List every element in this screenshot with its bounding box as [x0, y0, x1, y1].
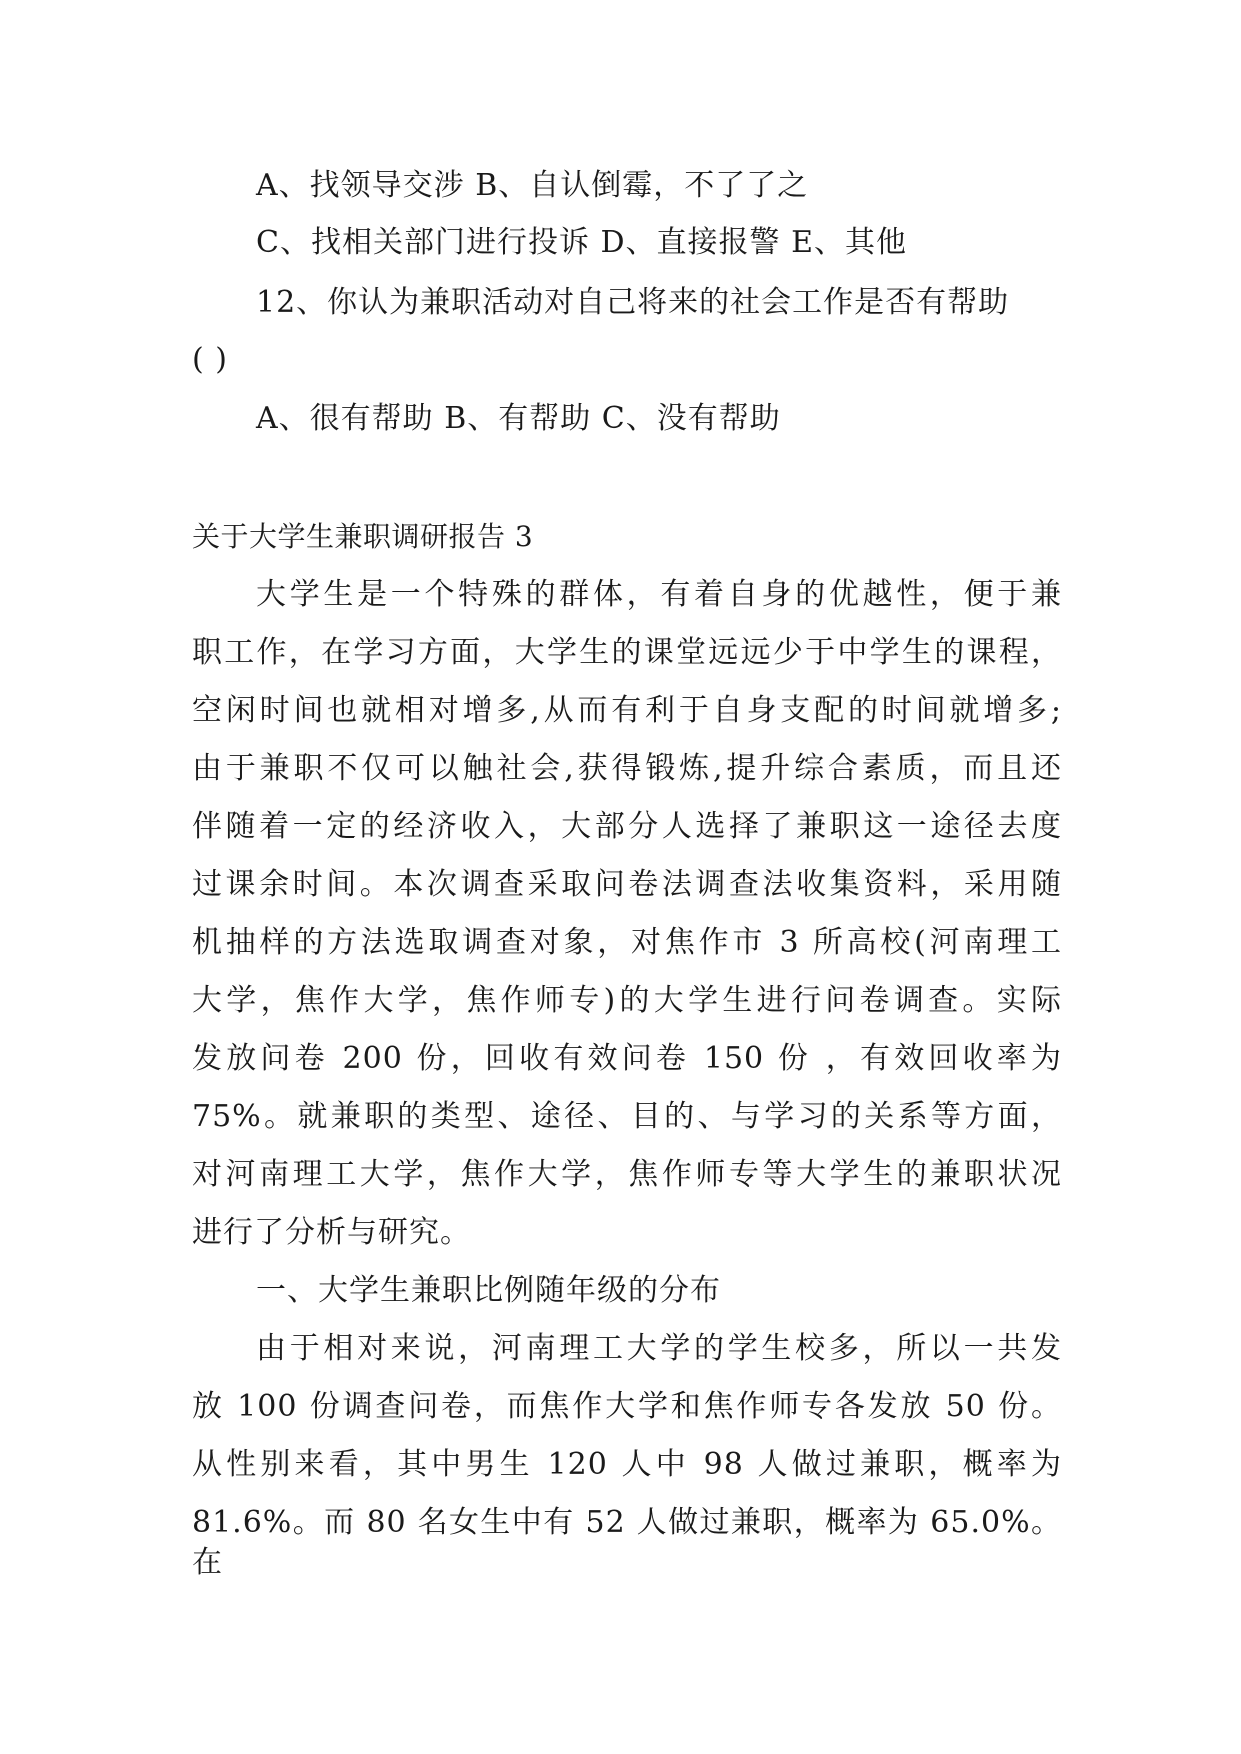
paragraph2-line: 从性别来看，其中男生 120 人中 98 人做过兼职，概率为 — [192, 1447, 1062, 1482]
paragraph2-line: 81.6%。而 80 名女生中有 52 人做过兼职，概率为 65.0%。在 — [192, 1505, 1062, 1580]
paragraph1-line: 发放问卷 200 份，回收有效问卷 150 份 ，有效回收率为 — [192, 1041, 1062, 1076]
q11-options-line2: C、找相关部门进行投诉 D、直接报警 E、其他 — [256, 225, 907, 260]
paragraph1-line: 伴随着一定的经济收入，大部分人选择了兼职这一途径去度 — [192, 809, 1062, 844]
paragraph1-line: 过课余时间。本次调查采取问卷法调查法收集资料，采用随 — [192, 867, 1062, 902]
q12-options: A、很有帮助 B、有帮助 C、没有帮助 — [256, 401, 781, 436]
paragraph1-line: 75%。就兼职的类型、途径、目的、与学习的关系等方面， — [192, 1099, 1062, 1134]
section-title: 关于大学生兼职调研报告 3 — [192, 520, 534, 553]
paragraph1-line: 大学生是一个特殊的群体，有着自身的优越性，便于兼 — [256, 577, 1062, 612]
q12-question-line1: 12、你认为兼职活动对自己将来的社会工作是否有帮助 — [256, 285, 1010, 320]
paragraph1-line: 对河南理工大学，焦作大学，焦作师专等大学生的兼职状况 — [192, 1157, 1062, 1192]
paragraph1-line: 空闲时间也就相对增多,从而有利于自身支配的时间就增多; — [192, 693, 1062, 728]
paragraph1-line: 由于兼职不仅可以触社会,获得锻炼,提升综合素质，而且还 — [192, 751, 1062, 786]
paragraph1-line: 职工作，在学习方面，大学生的课堂远远少于中学生的课程， — [192, 635, 1062, 670]
paragraph2-line: 放 100 份调查问卷，而焦作大学和焦作师专各发放 50 份。 — [192, 1389, 1062, 1424]
paragraph1-line: 机抽样的方法选取调查对象，对焦作市 3 所高校(河南理工 — [192, 925, 1062, 960]
q12-question-line2: ( ) — [192, 342, 228, 377]
paragraph2-line: 由于相对来说，河南理工大学的学生校多，所以一共发 — [256, 1331, 1062, 1366]
q11-options-line1: A、找领导交涉 B、自认倒霉，不了了之 — [256, 168, 809, 203]
paragraph1-line: 大学，焦作大学，焦作师专)的大学生进行问卷调查。实际 — [192, 983, 1062, 1018]
subheading: 一、大学生兼职比例随年级的分布 — [256, 1273, 721, 1308]
paragraph1-line: 进行了分析与研究。 — [192, 1215, 471, 1250]
